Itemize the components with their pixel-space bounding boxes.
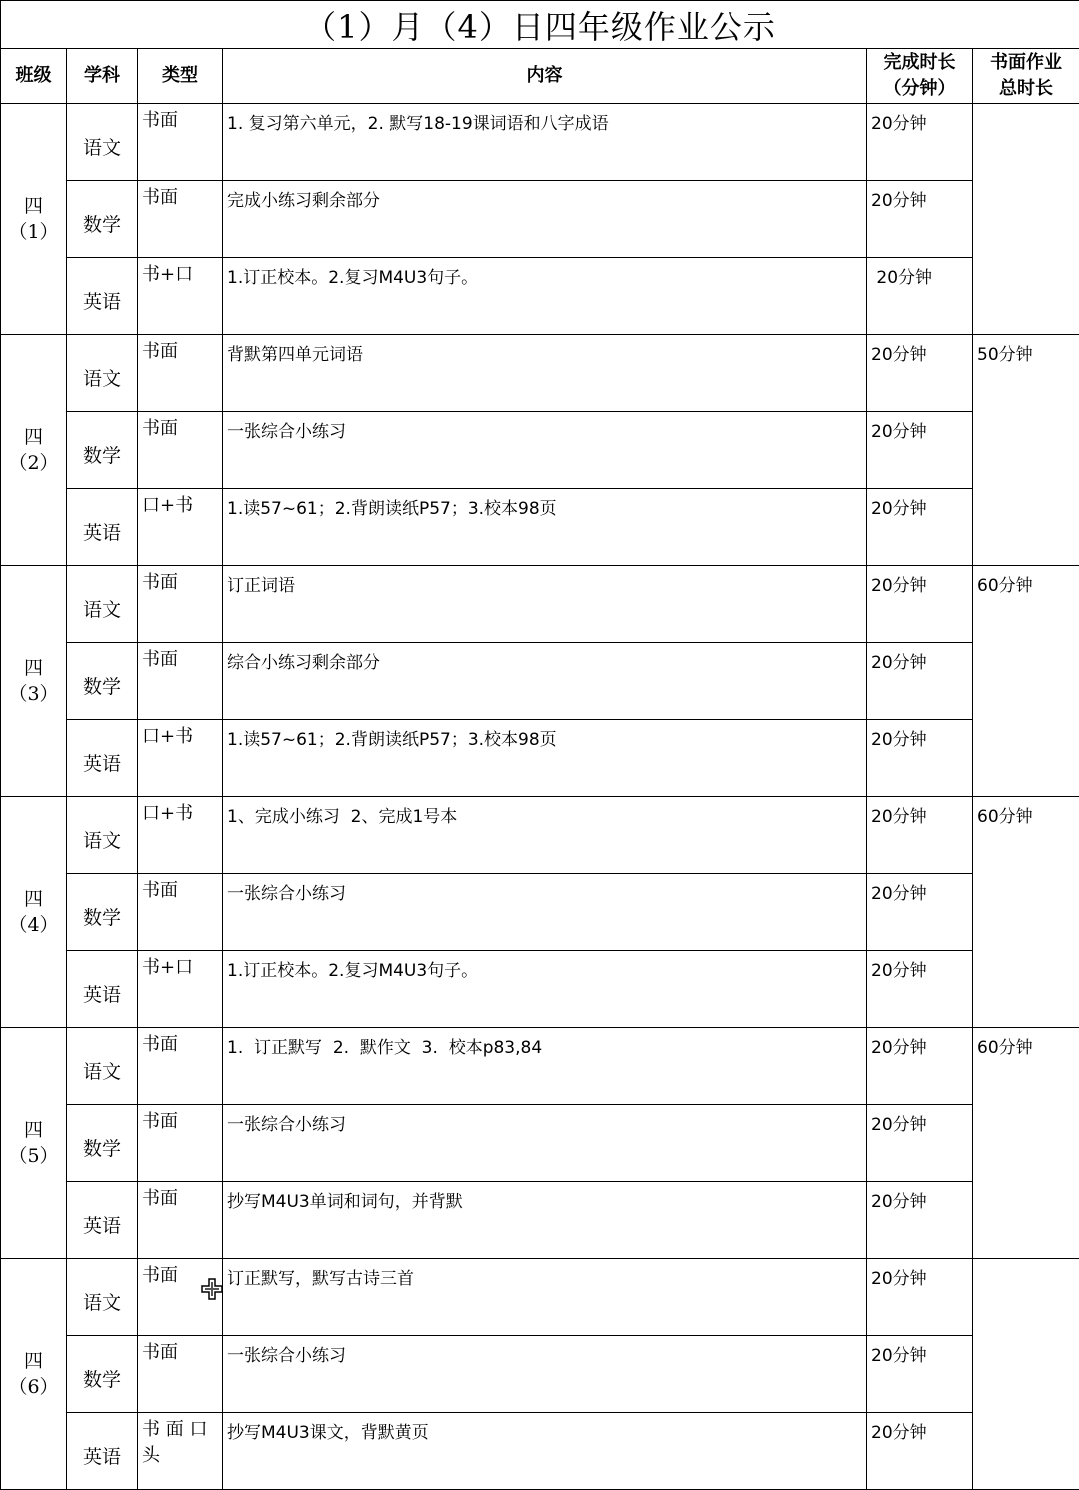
content-cell: 一张综合小练习 xyxy=(223,412,867,489)
class-number: （2） xyxy=(1,450,66,476)
type-cell: 口+书 xyxy=(138,797,223,874)
type-cell: 书面 xyxy=(138,1028,223,1105)
type-cell: 书+口 xyxy=(138,951,223,1028)
type-cell: 书面 xyxy=(138,566,223,643)
time-cell: 20分钟 xyxy=(867,874,973,951)
content-cell: 1.订正校本。2.复习M4U3句子。 xyxy=(223,258,867,335)
content-cell: 一张综合小练习 xyxy=(223,1105,867,1182)
subject-cell: 数学 xyxy=(67,1336,138,1413)
type-cell: 书面 xyxy=(138,104,223,181)
time-cell: 20分钟 xyxy=(867,489,973,566)
header-total-line2: 总时长 xyxy=(973,76,1079,102)
table-row xyxy=(1,797,1079,874)
content-cell: 背默第四单元词语 xyxy=(223,335,867,412)
subject-cell: 语文 xyxy=(67,1259,138,1336)
cross-cursor-icon xyxy=(201,1278,223,1300)
content-cell: 1. 复习第六单元，2. 默写18-19课词语和八字成语 xyxy=(223,104,867,181)
time-cell: 20分钟 xyxy=(867,335,973,412)
class-cell xyxy=(1,1259,67,1490)
content-cell: 一张综合小练习 xyxy=(223,874,867,951)
class-number: （1） xyxy=(1,219,66,245)
table-row xyxy=(1,1413,1079,1490)
type-cell: 书面 xyxy=(138,1336,223,1413)
content-cell: 订正默写，默写古诗三首 xyxy=(223,1259,867,1336)
table-row xyxy=(1,258,1079,335)
time-cell: 20分钟 xyxy=(867,181,973,258)
table-body xyxy=(1,104,1079,1490)
subject-cell: 语文 xyxy=(67,335,138,412)
content-cell: 完成小练习剩余部分 xyxy=(223,181,867,258)
subject-cell: 语文 xyxy=(67,566,138,643)
time-cell: 20分钟 xyxy=(867,643,973,720)
class-cell xyxy=(1,104,67,335)
table-row xyxy=(1,1259,1079,1336)
header-content: 内容 xyxy=(223,49,867,104)
table-row xyxy=(1,489,1079,566)
subject-cell: 语文 xyxy=(67,797,138,874)
table-row xyxy=(1,643,1079,720)
content-cell: 1.读57~61；2.背朗读纸P57；3.校本98页 xyxy=(223,489,867,566)
type-cell: 口+书 xyxy=(138,489,223,566)
type-cell: 书面 xyxy=(138,181,223,258)
header-total xyxy=(973,49,1079,104)
content-cell: 1、完成小练习 2、完成1号本 xyxy=(223,797,867,874)
total-time-cell: 60分钟 xyxy=(973,797,1079,1028)
class-grade: 四 xyxy=(1,655,66,681)
class-number: （4） xyxy=(1,912,66,938)
header-time-line1: 完成时长 xyxy=(867,50,972,76)
content-cell: 抄写M4U3课文，背默黄页 xyxy=(223,1413,867,1490)
header-time xyxy=(867,49,973,104)
type-cell: 书面 xyxy=(138,643,223,720)
subject-cell: 语文 xyxy=(67,104,138,181)
content-cell: 订正词语 xyxy=(223,566,867,643)
time-cell: 20分钟 xyxy=(867,1182,973,1259)
table-row xyxy=(1,335,1079,412)
total-time-cell xyxy=(973,1259,1079,1490)
header-class: 班级 xyxy=(1,49,67,104)
total-time-cell: 60分钟 xyxy=(973,1028,1079,1259)
header-total-line1: 书面作业 xyxy=(973,50,1079,76)
class-grade: 四 xyxy=(1,1348,66,1374)
type-cell: 书面 xyxy=(138,1182,223,1259)
time-cell: 20分钟 xyxy=(867,1259,973,1336)
table-row xyxy=(1,1336,1079,1413)
subject-cell: 英语 xyxy=(67,1182,138,1259)
total-time-cell: 50分钟 xyxy=(973,335,1079,566)
time-cell: 20分钟 xyxy=(867,797,973,874)
content-cell: 抄写M4U3单词和词句，并背默 xyxy=(223,1182,867,1259)
subject-cell: 英语 xyxy=(67,1413,138,1490)
header-time-line2: （分钟） xyxy=(867,76,972,102)
time-cell: 20分钟 xyxy=(867,951,973,1028)
type-cell: 书面 xyxy=(138,1259,223,1336)
content-cell: 1.读57~61；2.背朗读纸P57；3.校本98页 xyxy=(223,720,867,797)
time-cell: 20分钟 xyxy=(867,1413,973,1490)
subject-cell: 数学 xyxy=(67,874,138,951)
subject-cell: 英语 xyxy=(67,489,138,566)
table-row xyxy=(1,951,1079,1028)
time-cell: 20分钟 xyxy=(867,1105,973,1182)
table-row xyxy=(1,181,1079,258)
class-cell xyxy=(1,1028,67,1259)
table-row xyxy=(1,566,1079,643)
subject-cell: 英语 xyxy=(67,951,138,1028)
subject-cell: 数学 xyxy=(67,181,138,258)
class-grade: 四 xyxy=(1,424,66,450)
time-cell: 20分钟 xyxy=(867,104,973,181)
header-subject: 学科 xyxy=(67,49,138,104)
time-cell: 20分钟 xyxy=(867,720,973,797)
table-row xyxy=(1,412,1079,489)
subject-cell: 数学 xyxy=(67,1105,138,1182)
page-title: （1）月（4）日四年级作业公示 xyxy=(1,1,1079,49)
type-cell: 书 面 口头 xyxy=(138,1413,223,1490)
subject-cell: 英语 xyxy=(67,720,138,797)
class-grade: 四 xyxy=(1,1117,66,1143)
class-number: （6） xyxy=(1,1374,66,1400)
type-cell: 书+口 xyxy=(138,258,223,335)
content-cell: 1.订正校本。2.复习M4U3句子。 xyxy=(223,951,867,1028)
time-cell: 20分钟 xyxy=(867,412,973,489)
class-number: （5） xyxy=(1,1143,66,1169)
table-row xyxy=(1,720,1079,797)
content-cell: 1. 订正默写 2. 默作文 3. 校本p83,84 xyxy=(223,1028,867,1105)
type-cell: 书面 xyxy=(138,874,223,951)
content-cell: 一张综合小练习 xyxy=(223,1336,867,1413)
time-cell: 20分钟 xyxy=(867,1336,973,1413)
table-row xyxy=(1,1182,1079,1259)
header-type: 类型 xyxy=(138,49,223,104)
table-row xyxy=(1,104,1079,181)
class-grade: 四 xyxy=(1,193,66,219)
type-cell: 书面 xyxy=(138,1105,223,1182)
table-row xyxy=(1,1028,1079,1105)
content-cell: 综合小练习剩余部分 xyxy=(223,643,867,720)
class-cell xyxy=(1,566,67,797)
total-time-cell: 60分钟 xyxy=(973,566,1079,797)
class-number: （3） xyxy=(1,681,66,707)
table-row xyxy=(1,1105,1079,1182)
time-cell: 20分钟 xyxy=(867,258,973,335)
type-cell: 书面 xyxy=(138,412,223,489)
time-cell: 20分钟 xyxy=(867,566,973,643)
class-cell xyxy=(1,335,67,566)
type-cell: 口+书 xyxy=(138,720,223,797)
subject-cell: 数学 xyxy=(67,643,138,720)
subject-cell: 语文 xyxy=(67,1028,138,1105)
table-row xyxy=(1,874,1079,951)
total-time-cell xyxy=(973,104,1079,335)
subject-cell: 英语 xyxy=(67,258,138,335)
time-cell: 20分钟 xyxy=(867,1028,973,1105)
type-cell: 书面 xyxy=(138,335,223,412)
subject-cell: 数学 xyxy=(67,412,138,489)
class-grade: 四 xyxy=(1,886,66,912)
class-cell xyxy=(1,797,67,1028)
